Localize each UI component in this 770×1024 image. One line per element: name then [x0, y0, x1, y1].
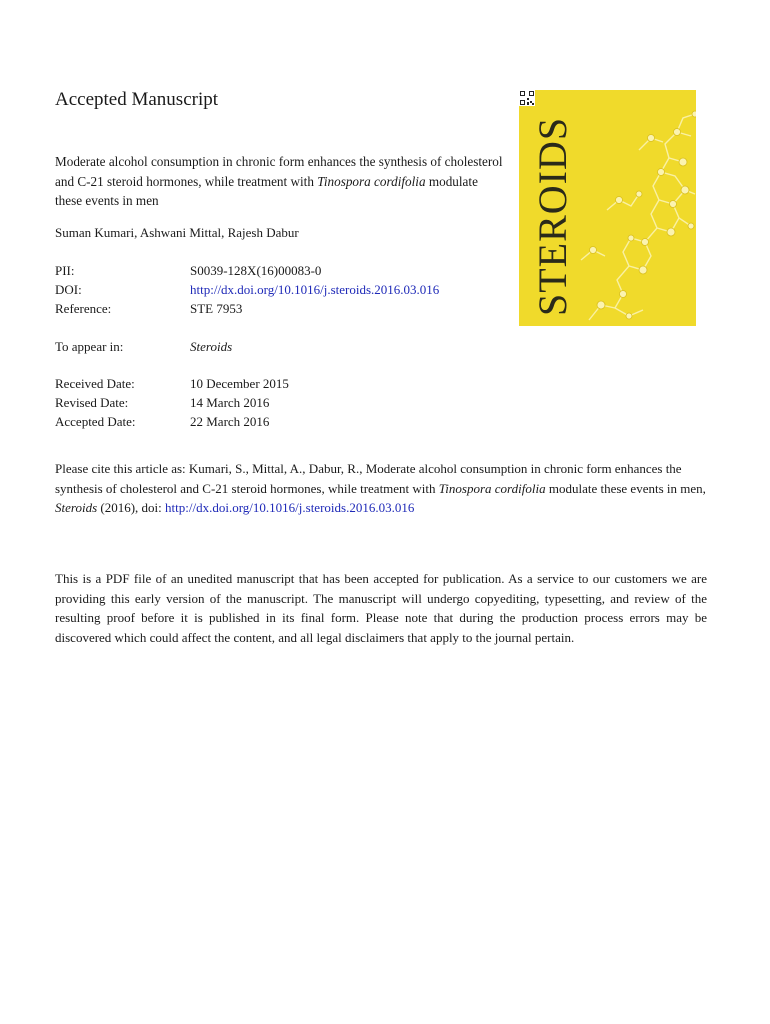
citation-journal: Steroids [55, 500, 98, 515]
citation-text-mid: modulate these events in men, [545, 480, 706, 496]
page-heading: Accepted Manuscript [55, 89, 219, 110]
doi-label: DOI: [55, 282, 82, 297]
reference-label: Reference: [55, 301, 112, 316]
journal-name: Steroids [190, 339, 233, 354]
title-species: Tinospora cordifolia [317, 173, 426, 189]
title-text: Moderate alcohol consumption in chronic form enhances the synthesis of cholesterol and C-21 steroid hormones, while treatment with [55, 154, 503, 189]
reference-value: STE 7953 [190, 301, 243, 316]
citation-paragraph [55, 459, 707, 518]
received-label: Received Date: [55, 376, 135, 391]
citation-text-doi: (2016), doi: [97, 500, 166, 515]
appear-label: To appear in: [55, 339, 124, 354]
pii-label: PII: [55, 263, 75, 278]
revised-label: Revised Date: [55, 395, 129, 410]
journal-cover-image [519, 90, 696, 326]
citation-doi-link[interactable]: http://dx.doi.org/10.1016/j.steroids.2016.03.016 [165, 500, 415, 515]
revised-value: 14 March 2016 [190, 395, 270, 410]
qr-code-icon [519, 90, 535, 106]
cover-journal-title: STEROIDS [530, 116, 575, 316]
manuscript-notice: This is a PDF file of an unedited manuscript that has been accepted for publication. As a service to our customers we are providing this early version of the manuscript. The manuscript will undergo copyediting, typesetting, and review of the resulting proof before it is published in its final form. Please note that during the production process errors may be discovered which could affect the content, and all legal disclaimers that apply to the journal pertain. [55, 571, 707, 645]
doi-link[interactable]: http://dx.doi.org/10.1016/j.steroids.2016.03.016 [190, 282, 440, 297]
accepted-value: 22 March 2016 [190, 414, 270, 429]
pii-value: S0039-128X(16)00083-0 [190, 263, 322, 278]
citation-species: Tinospora cordifolia [438, 480, 546, 496]
accepted-label: Accepted Date: [55, 414, 136, 429]
title-text-end: modulate these events in men [55, 173, 478, 208]
authors: Suman Kumari, Ashwani Mittal, Rajesh Dabur [55, 225, 299, 240]
citation-text: Please cite this article as: Kumari, S., Mittal, A., Dabur, R., Moderate alcohol consumption in chronic form enhances the synthesis of cholesterol and C-21 steroid hormones, while treatment with [55, 461, 682, 496]
received-value: 10 December 2015 [190, 376, 289, 391]
article-title [55, 152, 505, 211]
